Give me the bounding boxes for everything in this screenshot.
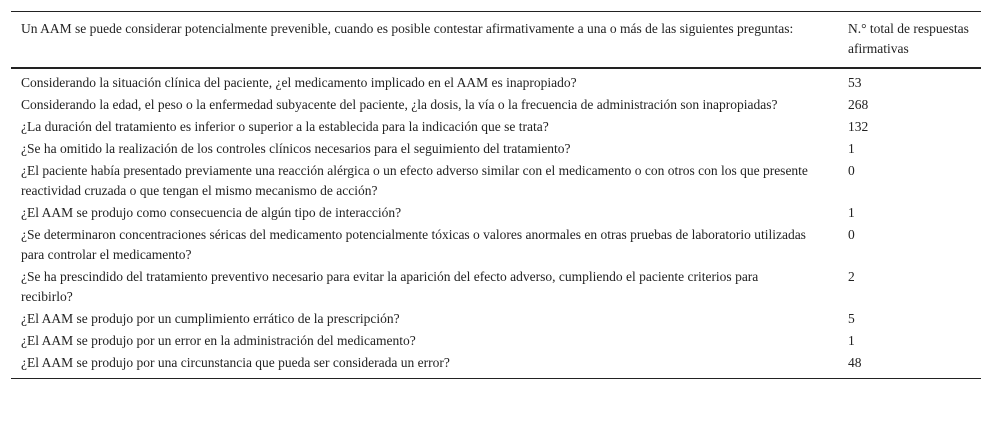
count-cell: 268 bbox=[848, 97, 869, 112]
table-row bbox=[11, 330, 981, 352]
question-cell: ¿El AAM se produjo por un error en la administración del medicamento? bbox=[21, 333, 416, 348]
count-cell: 48 bbox=[848, 355, 862, 370]
preventability-table bbox=[11, 11, 981, 379]
count-cell: 53 bbox=[848, 75, 862, 90]
table-row bbox=[11, 352, 981, 379]
table-row bbox=[11, 202, 981, 224]
header-count: N.° total de respuestas afirmativas bbox=[848, 21, 969, 56]
question-cell: Considerando la situación clínica del paciente, ¿el medicamento implicado en el AAM es inapropiado? bbox=[21, 75, 577, 90]
data-table bbox=[11, 11, 981, 379]
question-cell: ¿La duración del tratamiento es inferior o superior a la establecida para la indicación que se trata? bbox=[21, 119, 549, 134]
table-row bbox=[11, 308, 981, 330]
question-cell: ¿Se ha omitido la realización de los controles clínicos necesarios para el seguimiento del tratamiento? bbox=[21, 141, 571, 156]
table-row bbox=[11, 138, 981, 160]
header-row bbox=[11, 12, 981, 69]
count-cell: 1 bbox=[848, 141, 855, 156]
count-cell: 1 bbox=[848, 205, 855, 220]
question-cell: ¿Se ha prescindido del tratamiento preventivo necesario para evitar la aparición del efecto adverso, cumpliendo el paciente criterios para recibirlo? bbox=[21, 269, 759, 304]
count-cell: 0 bbox=[848, 163, 855, 178]
question-cell: ¿El paciente había presentado previamente una reacción alérgica o un efecto adverso similar con el medicamento o con otros con los que presente reactividad cruzada o que tengan el mismo mecanismo de acción? bbox=[21, 163, 808, 198]
count-cell: 1 bbox=[848, 333, 855, 348]
header-question: Un AAM se puede considerar potencialmente prevenible, cuando es posible contestar afirmativamente a una o más de las siguientes preguntas: bbox=[21, 21, 794, 36]
table-header bbox=[11, 12, 981, 69]
question-cell: ¿El AAM se produjo como consecuencia de algún tipo de interacción? bbox=[21, 205, 402, 220]
question-cell: ¿El AAM se produjo por un cumplimiento errático de la prescripción? bbox=[21, 311, 400, 326]
table-row bbox=[11, 224, 981, 266]
count-cell: 2 bbox=[848, 269, 855, 284]
table-body bbox=[11, 68, 981, 379]
count-cell: 132 bbox=[848, 119, 869, 134]
table-row bbox=[11, 116, 981, 138]
table-row bbox=[11, 94, 981, 116]
count-cell: 0 bbox=[848, 227, 855, 242]
question-cell: Considerando la edad, el peso o la enfermedad subyacente del paciente, ¿la dosis, la vía o la frecuencia de administración son inapropiadas? bbox=[21, 97, 778, 112]
question-cell: ¿Se determinaron concentraciones séricas del medicamento potencialmente tóxicas o valores anormales en otras pruebas de laboratorio utilizadas para controlar el medicamento? bbox=[21, 227, 806, 262]
table-row bbox=[11, 68, 981, 94]
table-row bbox=[11, 160, 981, 202]
count-cell: 5 bbox=[848, 311, 855, 326]
table-row bbox=[11, 266, 981, 308]
question-cell: ¿El AAM se produjo por una circunstancia que pueda ser considerada un error? bbox=[21, 355, 450, 370]
